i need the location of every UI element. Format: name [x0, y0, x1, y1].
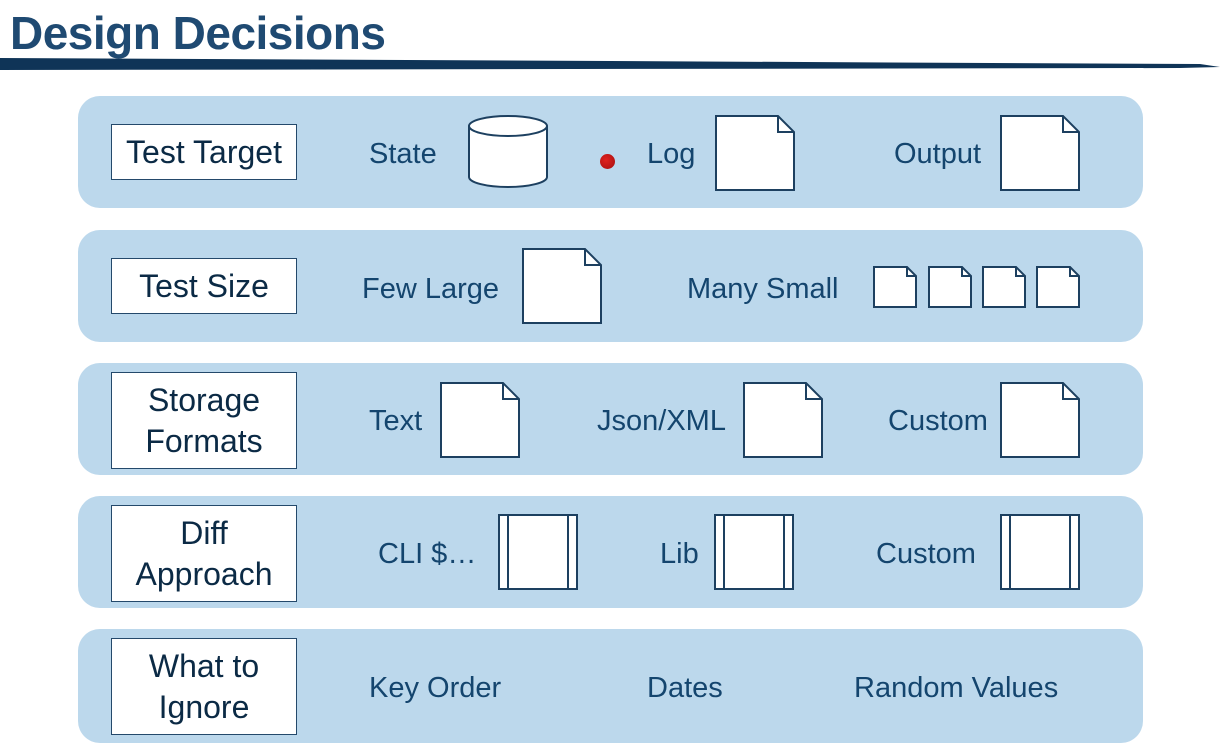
row-diff-approach [78, 496, 1143, 608]
option-label: Custom [876, 538, 976, 570]
pointer-dot [600, 154, 615, 169]
row-label [111, 505, 297, 602]
option-label: Many Small [687, 273, 839, 305]
document-icon [715, 115, 795, 191]
diff-panel-icon [714, 514, 794, 590]
row-label [111, 258, 297, 314]
document-icon [743, 382, 823, 458]
option-label: Random Values [854, 672, 1059, 704]
row-label-line: What to [148, 647, 260, 684]
row-label [111, 638, 297, 735]
option-label: Lib [660, 538, 699, 570]
document-icon [1000, 382, 1080, 458]
row-test-target [78, 96, 1143, 208]
document-icon [873, 266, 917, 308]
option-label: Output [894, 138, 982, 170]
option-label: CLI $… [378, 538, 477, 570]
option-label: Few Large [362, 273, 500, 305]
row-label [111, 372, 297, 469]
row-label-line: Ignore [158, 688, 250, 725]
slide-title: Design Decisions [10, 7, 386, 59]
option-label: Custom [888, 405, 988, 437]
row-label-line: Formats [145, 422, 263, 459]
document-icon [928, 266, 972, 308]
document-icon [522, 248, 602, 324]
row-label [111, 124, 297, 180]
diff-panel-icon [498, 514, 578, 590]
option-label: Json/XML [597, 405, 726, 437]
option-label: Dates [647, 672, 723, 704]
row-what-to-ignore [78, 629, 1143, 743]
database-icon [467, 114, 549, 190]
document-icon [1036, 266, 1080, 308]
row-test-size [78, 230, 1143, 342]
option-label: State [369, 138, 437, 170]
title-underline [0, 56, 1220, 74]
document-icon [1000, 115, 1080, 191]
row-label-line: Test Target [126, 133, 282, 170]
row-label-line: Approach [135, 555, 273, 592]
option-label: Key Order [369, 672, 502, 704]
row-storage-formats [78, 363, 1143, 475]
row-label-line: Diff [180, 514, 228, 551]
row-label-line: Test Size [139, 267, 269, 304]
diff-panel-icon [1000, 514, 1080, 590]
option-label: Text [369, 405, 423, 437]
row-label-line: Storage [147, 381, 261, 418]
option-label: Log [647, 138, 696, 170]
document-icon [982, 266, 1026, 308]
document-icon [440, 382, 520, 458]
